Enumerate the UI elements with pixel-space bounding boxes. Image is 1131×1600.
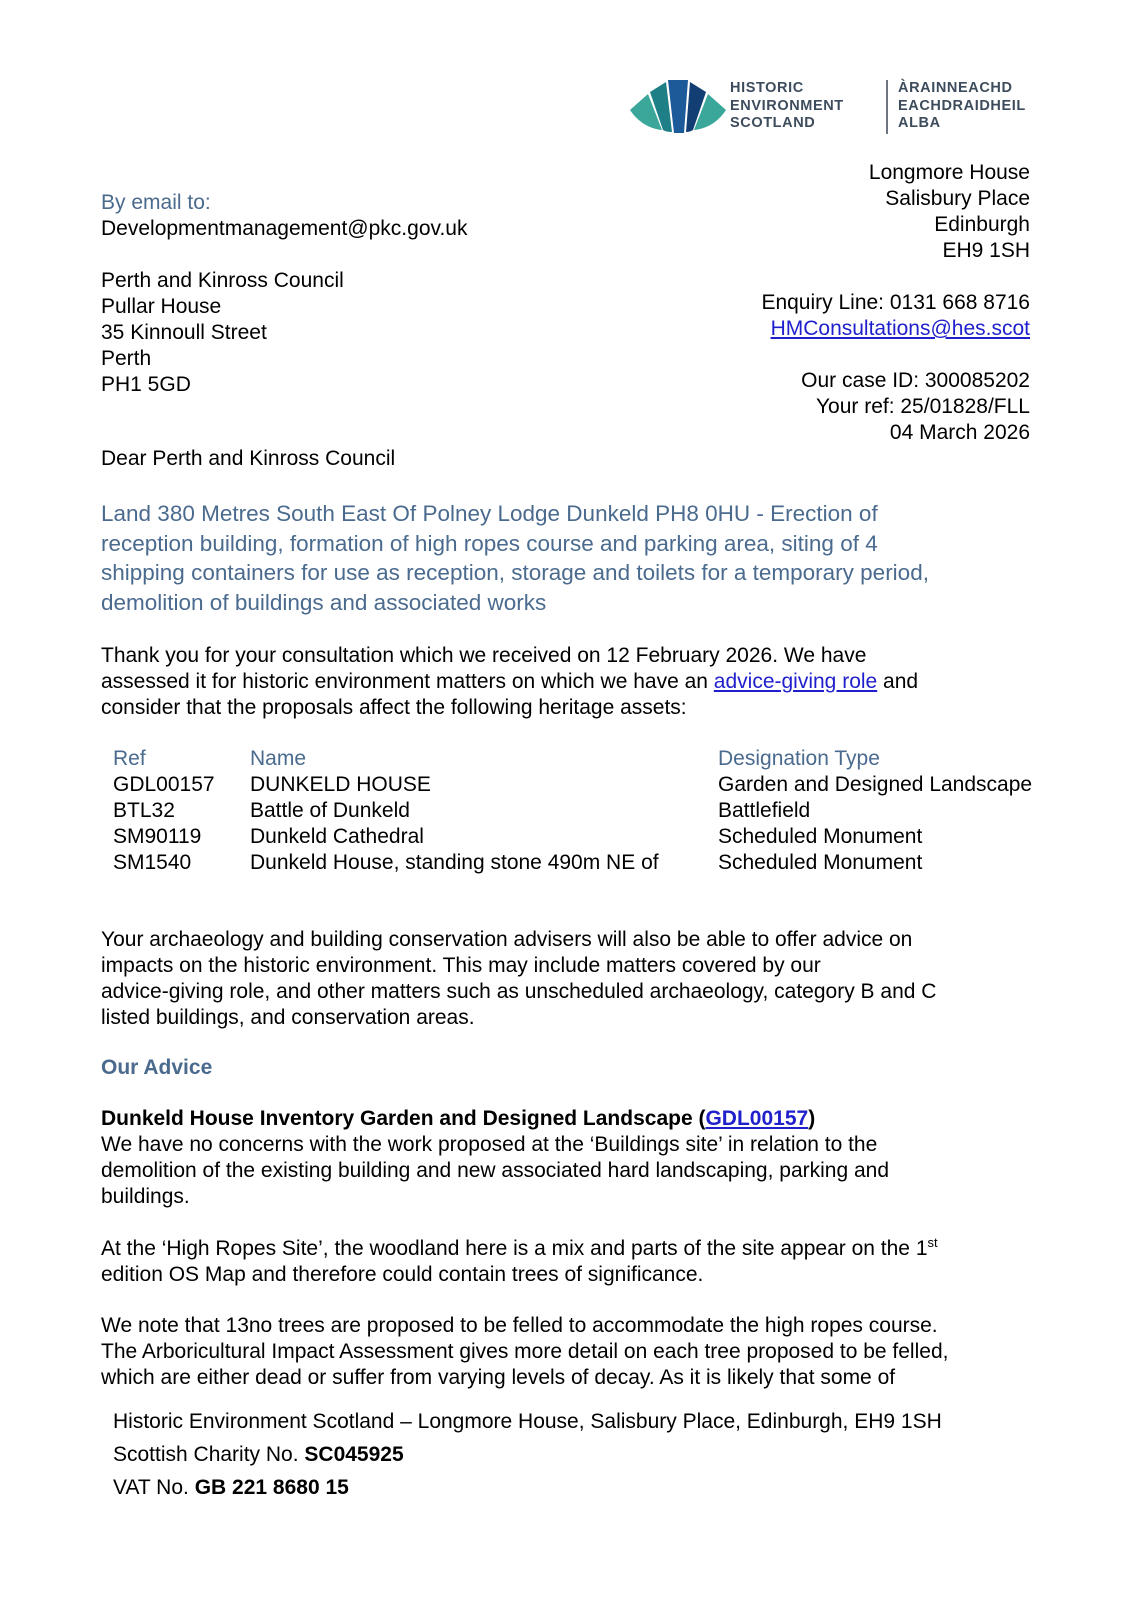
asset-name: DUNKELD HOUSE [250, 773, 431, 796]
sender-address [869, 160, 1030, 264]
our-advice-heading: Our Advice [101, 1056, 213, 1079]
logo-line: ALBA [898, 115, 941, 131]
asset-ref: BTL32 [113, 799, 175, 822]
subject-line: shipping containers for use as reception, storage and toilets for a temporary period, [101, 560, 929, 585]
asset-designation: Scheduled Monument [718, 825, 923, 848]
asset-designation: Battlefield [718, 799, 811, 822]
asset-name: Dunkeld House, standing stone 490m NE of [250, 851, 659, 874]
paragraph-line [101, 1236, 938, 1262]
intro-paragraph [101, 643, 918, 721]
asset-ref: SM90119 [113, 825, 202, 848]
intro-line [101, 669, 918, 695]
gdl-heading-text: Dunkeld House Inventory Garden and Designed Landscape ( [101, 1107, 706, 1130]
gdl-section [101, 1106, 889, 1210]
paragraph-line: buildings. [101, 1185, 190, 1208]
trees-paragraph [101, 1313, 948, 1391]
your-ref: Your ref: 25/01828/FLL [815, 395, 1030, 418]
intro-line: Thank you for your consultation which we received on 12 February 2026. We have [101, 644, 867, 667]
logo-divider [886, 80, 888, 134]
paragraph-text: At the ‘High Ropes Site’, the woodland here is a mix and parts of the site appear on the 1 [101, 1237, 928, 1260]
table-row [113, 824, 1032, 850]
sender-address-line: Longmore House [868, 161, 1030, 184]
gdl-heading-text: ) [808, 1107, 816, 1130]
subject-line: reception building, formation of high ropes course and parking area, siting of 4 [101, 530, 878, 556]
footer-charity [113, 1438, 942, 1471]
paragraph-line: listed buildings, and conservation areas. [101, 1006, 475, 1029]
logo-line: HISTORIC [730, 80, 804, 96]
case-reference-block [801, 368, 1030, 446]
recipient-address-line: PH1 5GD [101, 373, 191, 396]
subject-line: Land 380 Metres South East Of Polney Lodge Dunkeld PH8 0HU - Erection of [101, 501, 878, 526]
paragraph-line: demolition of the existing building and new associated hard landscaping, parking and [101, 1159, 890, 1182]
ordinal-superscript: st [927, 1235, 938, 1250]
gdl-heading [101, 1106, 889, 1132]
recipient-address-line: Perth [101, 347, 152, 370]
page-footer [113, 1405, 942, 1504]
recipient-address-line: Perth and Kinross Council [101, 269, 344, 292]
paragraph-line: We have no concerns with the work proposed at the ‘Buildings site’ in relation to the [101, 1133, 878, 1156]
asset-name: Dunkeld Cathedral [250, 825, 424, 848]
asset-name: Battle of Dunkeld [250, 799, 410, 822]
paragraph-line: impacts on the historic environment. This may include matters covered by our [101, 954, 821, 977]
footer-charity-number: SC045925 [304, 1443, 404, 1466]
logo-line: EACHDRAIDHEIL [898, 97, 1026, 114]
paragraph-line: advice-giving role, and other matters such as unscheduled archaeology, category B and C [101, 980, 937, 1003]
paragraph-line: Your archaeology and building conservation advisers will also be able to offer advice on [101, 928, 913, 951]
footer-vat-number: GB 221 8680 15 [194, 1476, 349, 1499]
column-header-designation: Designation Type [718, 747, 880, 770]
hes-fan-emblem-icon [628, 72, 728, 134]
enquiry-line: Enquiry Line: 0131 668 8716 [761, 291, 1030, 314]
gdl00157-link[interactable]: GDL00157 [705, 1107, 809, 1130]
table-row [113, 772, 1032, 798]
sender-address-line: Salisbury Place [885, 187, 1030, 210]
subject-heading [101, 499, 929, 617]
intro-text: assessed it for historic environment matters on which we have an [101, 670, 714, 693]
subject-line: demolition of buildings and associated works [101, 589, 547, 615]
paragraph-line: edition OS Map and therefore could contain trees of significance. [101, 1263, 704, 1286]
footer-charity-label: Scottish Charity No. [113, 1443, 305, 1466]
recipient-address-line: 35 Kinnoull Street [101, 321, 267, 344]
heritage-assets-table-wrapper [113, 746, 1032, 876]
table-row [113, 850, 1032, 876]
recipient-block [101, 190, 467, 398]
asset-designation: Garden and Designed Landscape [718, 773, 1033, 796]
footer-vat-label: VAT No. [113, 1476, 195, 1499]
table-header-row [113, 746, 1032, 772]
logo-line: ENVIRONMENT [730, 97, 844, 114]
recipient-address-line: Pullar House [101, 295, 222, 318]
hes-logo [628, 70, 1048, 140]
high-ropes-paragraph [101, 1236, 938, 1288]
advisers-paragraph [101, 927, 936, 1031]
asset-designation: Scheduled Monument [718, 851, 923, 874]
footer-vat [113, 1471, 942, 1504]
paragraph-line: which are either dead or suffer from varying levels of decay. As it is likely that some of [101, 1366, 896, 1389]
recipient-email: Developmentmanagement@pkc.gov.uk [101, 217, 468, 240]
footer-address: Historic Environment Scotland – Longmore House, Salisbury Place, Edinburgh, EH9 1SH [113, 1410, 942, 1433]
table-row [113, 798, 1032, 824]
asset-ref: GDL00157 [113, 773, 215, 796]
logo-line: SCOTLAND [730, 115, 816, 131]
logo-text-gaelic [898, 80, 1026, 133]
paragraph-line: We note that 13no trees are proposed to be felled to accommodate the high ropes course. [101, 1314, 938, 1337]
column-header-name: Name [250, 747, 307, 770]
advice-giving-role-link[interactable]: advice-giving role [713, 670, 878, 693]
paragraph-line: The Arboricultural Impact Assessment gives more detail on each tree proposed to be felled, [101, 1340, 949, 1363]
contact-email-link[interactable]: HMConsultations@hes.scot [770, 317, 1030, 340]
contact-block [761, 290, 1030, 342]
intro-text: and [877, 670, 919, 693]
letter-date: 04 March 2026 [889, 421, 1030, 444]
column-header-ref: Ref [113, 747, 146, 770]
intro-line: consider that the proposals affect the following heritage assets: [101, 696, 687, 719]
sender-address-line: EH9 1SH [942, 239, 1030, 262]
logo-text-english [730, 80, 844, 133]
heritage-assets-table [113, 746, 1032, 876]
asset-ref: SM1540 [113, 851, 192, 874]
sender-address-line: Edinburgh [934, 213, 1030, 236]
logo-line: ÀRAINNEACHD [898, 80, 1013, 96]
salutation: Dear Perth and Kinross Council [101, 447, 396, 470]
case-id: Our case ID: 300085202 [801, 369, 1030, 392]
by-email-label: By email to: [101, 191, 211, 214]
